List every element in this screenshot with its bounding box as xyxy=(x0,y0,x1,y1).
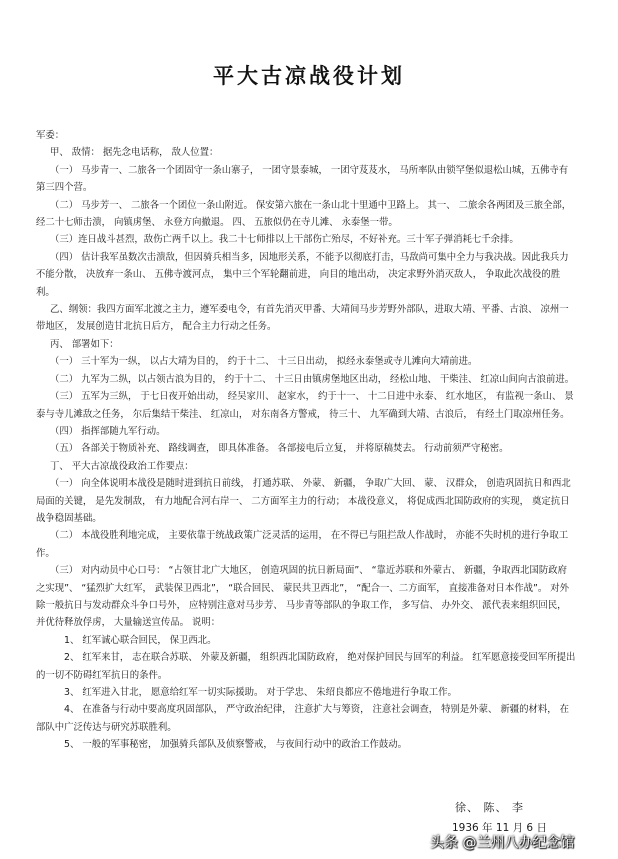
signers: 徐、 陈、 李 xyxy=(455,801,524,814)
paragraph-11: （四） 指挥部随九军行动。 xyxy=(50,425,166,437)
paragraph-10: （三） 五军为三纵， 于七日夜开始出动， 经吴家川、 赵家水， 约于十一、 十二日进中永泰、 红水地区， 有监视一条山、 景泰与寺儿滩敌之任务， 尔后集结干柴洼、 红凉山， 对东南各方警戒， 待三十、 九军确到大靖、古浪后， 有经土门取凉州任务。 xyxy=(36,391,574,420)
paragraph-3: （二） 马步芳一、 二旅各一个团位一条山附近。 保安第六旅在一条山北十里通中卫路上。 其一、 二旅余各两团及三旅全部， 经二十七师击溃， 向镇虏堡、 永登方向撤退。 四、 五旅似仍在寺儿滩、 永泰堡一带。 xyxy=(36,199,572,229)
paragraph-15: （二） 本战役胜利地完成， 主要依靠于统战政策广泛灵活的运用， 在不得已与阻拦敌人作战时， 亦能不失时机的进行争取工作。 xyxy=(36,530,569,559)
paragraph-9: （二） 九军为二纵，以占领古浪为目的， 约于十二、 十三日由镇虏堡地区出动， 经松山地、 干柴洼、 红凉山间向古浪前进。 xyxy=(50,373,575,385)
paragraph-5: （四） 估计我军虽数次击溃敌，但因骑兵相当多，因地形关系，不能予以彻底打击，马敌尚可集中全力与我决战。因此我兵力不能分散， 决放弃一条山、 五佛寺渡河点， 集中三个军轮翻前进， 向目的地出动， 决定求野外消灭敌人， 争取此次战役的胜利。 xyxy=(36,251,569,298)
paragraph-8: （一） 三十军为一纵， 以占大靖为目的， 约于十二、 十三日出动， 拟经永泰堡或寺儿滩向大靖前进。 xyxy=(50,356,478,368)
paragraph-2: （一） 马步青一、二旅各一个团固守一条山寨子， 一团守景泰城， 一团守芨芨水， 马所率队由锁罕堡似退松山城，五佛寺有第三四个营。 xyxy=(36,164,569,194)
paragraph-14: （一） 向全体说明本战役是随时进到抗日前线， 打通苏联、 外蒙、 新疆， 争取广大回、 蒙、 汉群众， 创造巩固抗日和西北局面的关键， 是先发制敌， 有力地配合河右岸一、 二方面军主力的行动； 本战役意义， 将促成西北国防政府的实现， 奠定抗日战争稳固基础。 xyxy=(36,478,571,524)
paragraph-12: （五） 各部关于物质补充、 路线调查， 即具体准备。 各部接电后立复， 并将原稿焚去。 行动前须严守秘密。 xyxy=(50,443,509,455)
document-body xyxy=(36,127,576,754)
watermark: 头条 @兰州八办纪念馆 xyxy=(430,835,575,851)
document-title: 平大古凉战役计划 xyxy=(213,64,405,88)
paragraph-4: （三）连日战斗甚烈，敌伤亡两千以上。我二十七师排以上干部伤亡殆尽，不好补充。三十军子弹消耗七千余排。 xyxy=(50,234,519,246)
paragraph-20: 4、 在准备与行动中要高度巩固部队， 严守政治纪律， 注意扩大与筹资， 注意社会调查， 特别是外蒙、 新疆的材料， 在部队中广泛传达与研究苏联胜利。 xyxy=(36,704,569,733)
paragraph-13: 丁、 平大古凉战役政治工作要点： xyxy=(50,460,194,472)
paragraph-21: 5、 一般的军事秘密， 加强骑兵部队及侦察警戒， 与夜间行动中的政治工作鼓动。 xyxy=(64,739,408,751)
paragraph-16: （三） 对内动员中心口号： “占领甘北广大地区， 创造巩固的抗日新局面”、 “靠近苏联和外蒙古、 新疆，争取西北国防政府之实现”、 “猛烈扩大红军， 武装保卫西北”， “联合回民、 蒙民共卫西北”， “配合一、二方面军， 直接准备对日本作战”。 对外除一般抗日与发动群众斗争口号外， 应特别注意对马步芳、 马步青等部队的争取工作， 多写信、 办外交、 派代表来组织回民， 并优待释放俘虏， 大量输送宣传品。 说明： xyxy=(36,565,569,629)
paragraph-0: 军委： xyxy=(36,130,65,141)
paragraph-1: 甲、 敌情： 据先念电话称， 敌人位置： xyxy=(50,147,219,159)
paragraph-17: 1、 红军诚心联合回民， 保卫西北。 xyxy=(64,634,217,646)
document-date: 1936 年 11 月 6 日 xyxy=(452,822,547,834)
paragraph-19: 3、 红军进入甘北， 愿意给红军一切实际援助。 对于学忠、 朱绍良都应不倦地进行争取工作。 xyxy=(64,687,457,698)
paragraph-18: 2、 红军来甘， 志在联合苏联、 外蒙及新疆， 组织西北国防政府， 绝对保护回民与回军的利益。 红军愿意接受回军所提出的一切不防碍红军抗日的条件。 xyxy=(36,652,576,681)
paragraph-7: 丙、 部署如下： xyxy=(50,338,119,350)
paragraph-6: 乙、纲领：我四方面军北渡之主力，遵军委电令，有首先消灭甲番、大靖间马步芳野外部队，进取大靖、平番、古浪、 凉州一带地区， 发展创造甘北抗日后方， 配合主力行动之任务。 xyxy=(36,304,569,333)
